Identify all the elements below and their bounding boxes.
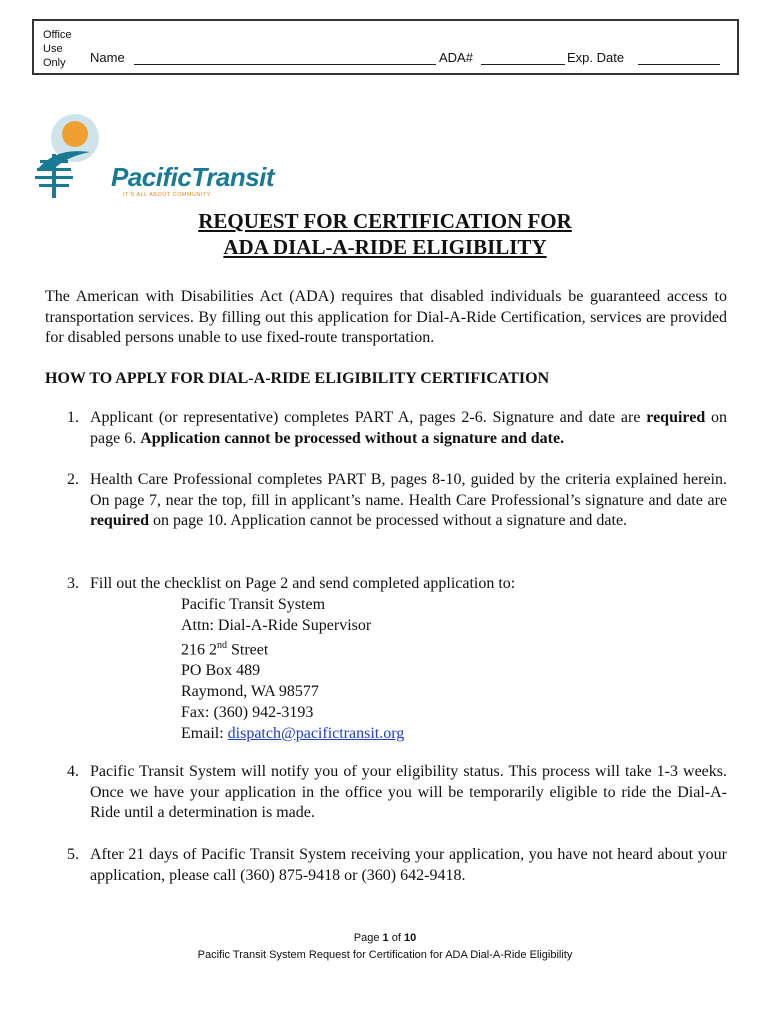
address-line: PO Box 489 <box>181 662 261 680</box>
how-to-apply-heading: HOW TO APPLY FOR DIAL-A-RIDE ELIGIBILITY CERTIFICATION <box>45 370 550 387</box>
office-use-box <box>32 19 739 75</box>
page-title-line-2: ADA DIAL-A-RIDE ELIGIBILITY <box>223 235 547 259</box>
office-use-label <box>43 28 77 70</box>
name-field-label: Name <box>90 50 125 65</box>
exp-date-field-line[interactable] <box>638 64 720 65</box>
step-number: 3. <box>67 575 79 592</box>
address-line: Pacific Transit System <box>181 596 326 613</box>
step-text: Applicant (or representative) completes PART A, pages 2-6. Signature and date are required on page 6. Application cannot be processed without a signature and date. <box>90 409 727 447</box>
mailing-address <box>181 595 404 744</box>
office-label-line: Only <box>43 57 66 69</box>
office-label-line: Office <box>43 29 72 41</box>
step-item <box>45 470 727 532</box>
office-label-line: Use <box>43 43 63 55</box>
step-number: 4. <box>67 763 79 780</box>
step-text: Pacific Transit System will notify you of your eligibility status. This process will take 1-3 weeks. Once we have your application in the office you will be temporarily eligible to ride the Dial-A-Ride until a determination is made. <box>90 763 727 822</box>
step-text: Fill out the checklist on Page 2 and send completed application to: <box>90 575 516 592</box>
footer-doc-title: Pacific Transit System Request for Certification for ADA Dial-A-Ride Eligibility <box>197 949 573 961</box>
step-number: 5. <box>67 846 79 863</box>
step-number: 1. <box>67 409 79 426</box>
step-item <box>45 408 727 449</box>
step-text: Health Care Professional completes PART B, pages 8-10, guided by the criteria explained herein. On page 7, near the top, fill in applicant’s name. Health Care Professional’s signature and date are required on page 10. Application cannot be processed without a signature and date. <box>90 471 727 530</box>
step-item <box>45 574 727 595</box>
step-item <box>45 762 727 824</box>
intro-paragraph: The American with Disabilities Act (ADA) requires that disabled individuals be guaranteed access to transportation services. By filling out this application for Dial-A-Ride Certification, services are provided for disabled persons unable to use fixed-route transportation. <box>45 288 727 347</box>
logo-tagline: IT'S ALL ABOUT COMMUNITY <box>123 192 211 198</box>
page-number: Page 1 of 10 <box>353 932 417 944</box>
step-item <box>45 845 727 886</box>
address-line: Raymond, WA 98577 <box>181 683 319 701</box>
address-line: Email: dispatch@pacifictransit.org <box>181 724 405 742</box>
pacific-transit-logo <box>35 112 275 202</box>
ada-field-line[interactable] <box>481 64 565 65</box>
name-field-line[interactable] <box>134 64 436 65</box>
email-link[interactable]: dispatch@pacifictransit.org <box>227 724 405 742</box>
step-number: 2. <box>67 471 79 488</box>
address-line: 216 2nd Street <box>181 640 269 659</box>
exp-date-field-label: Exp. Date <box>567 50 625 65</box>
page-title-line-1: REQUEST FOR CERTIFICATION FOR <box>198 209 572 233</box>
step-text: After 21 days of Pacific Transit System receiving your application, you have not heard about your application, please call (360) 875-9418 or (360) 642-9418. <box>90 846 727 884</box>
ada-field-label: ADA# <box>439 50 473 65</box>
address-line: Attn: Dial-A-Ride Supervisor <box>181 616 372 634</box>
logo-wordmark: PacificTransit <box>111 162 275 192</box>
address-line: Fax: (360) 942-3193 <box>181 703 314 721</box>
